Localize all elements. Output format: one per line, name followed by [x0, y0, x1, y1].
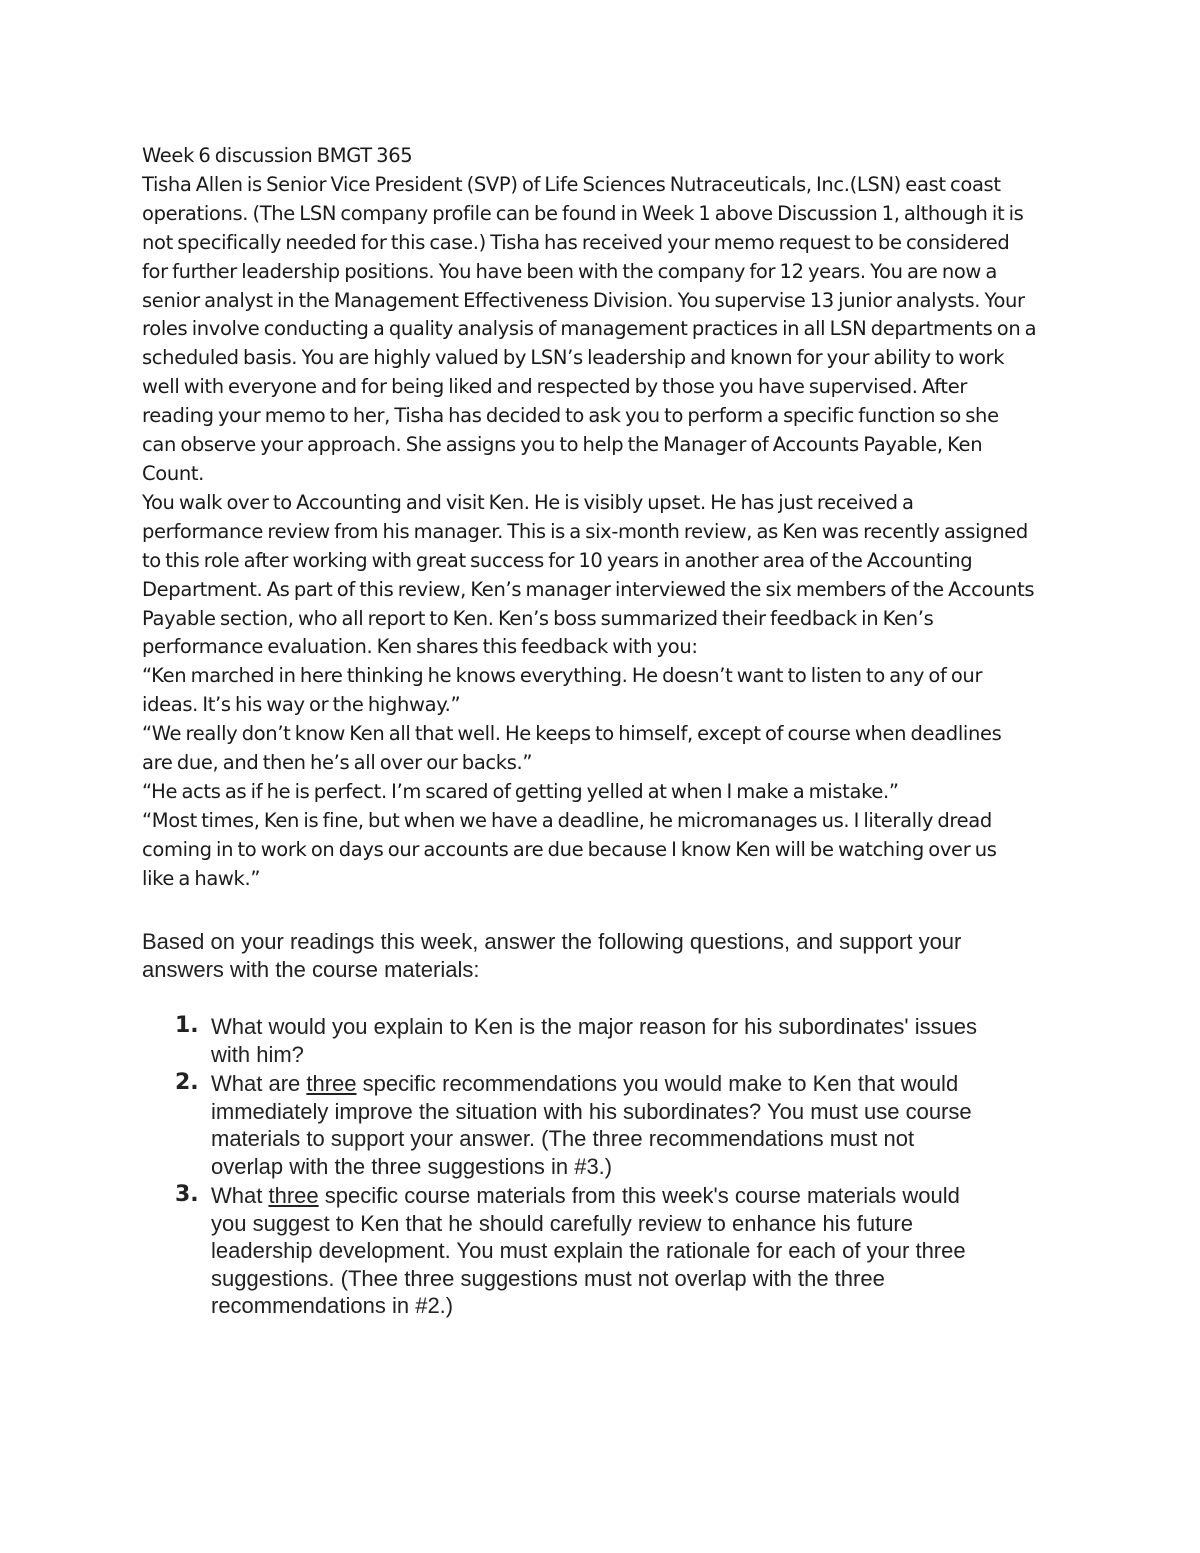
case-line: to this role after working with great success for 10 years in another area of the Accounting	[142, 548, 973, 572]
question-line: suggestions. (Thee three suggestions must not overlap with the three	[211, 1265, 885, 1291]
case-line: You walk over to Accounting and visit Ken. He is visibly upset. He has just received a	[142, 490, 914, 514]
case-line: senior analyst in the Management Effectiveness Division. You supervise 13 junior analysts. Your	[142, 288, 1025, 312]
feedback-quote-line: “He acts as if he is perfect. I’m scared of getting yelled at when I make a mistake.”	[142, 779, 899, 803]
question-line	[211, 1070, 1102, 1098]
case-line: operations. (The LSN company profile can be found in Week 1 above Discussion 1, although it is	[142, 201, 1024, 225]
feedback-quote-line: “Ken marched in here thinking he knows everything. He doesn’t want to listen to any of our	[142, 664, 983, 688]
case-line: Count.	[142, 461, 205, 485]
instructions-paragraph	[142, 928, 1082, 983]
case-line: for further leadership positions. You have been with the company for 12 years. You are now a	[142, 259, 997, 283]
feedback-quote-line: are due, and then he’s all over our backs.”	[142, 751, 533, 775]
question-item-2	[142, 1070, 1102, 1180]
feedback-quote-line: ideas. It’s his way or the highway.”	[142, 693, 461, 717]
feedback-quote-line: coming in to work on days our accounts are due because I know Ken will be watching over us	[142, 837, 997, 861]
question-item-1	[142, 1013, 1102, 1068]
question-line: immediately improve the situation with his subordinates? You must use course	[211, 1098, 972, 1124]
question-list	[142, 1013, 1102, 1322]
case-line: Tisha Allen is Senior Vice President (SVP) of Life Sciences Nutraceuticals, Inc.(LSN) east coast	[142, 172, 1001, 196]
question-number: 1.	[175, 1013, 199, 1038]
question-line: What would you explain to Ken is the major reason for his subordinates' issues	[211, 1014, 978, 1039]
case-line: performance review from his manager. This is a six-month review, as Ken was recently assigned	[142, 519, 1028, 543]
case-line: reading your memo to her, Tisha has decided to ask you to perform a specific function so she	[142, 404, 999, 428]
question-line: materials to support your answer. (The three recommendations must not	[211, 1126, 915, 1151]
question-text: specific recommendations you would make to Ken that would	[356, 1071, 959, 1096]
question-text: What	[211, 1183, 269, 1208]
case-line: not specifically needed for this case.) Tisha has received your memo request to be considered	[142, 230, 1010, 254]
question-item-3	[142, 1182, 1102, 1320]
document-title: Week 6 discussion BMGT 365	[142, 144, 413, 167]
question-line	[211, 1182, 1102, 1210]
case-line: performance evaluation. Ken shares this feedback with you:	[142, 635, 698, 659]
underlined-emphasis: three	[306, 1071, 357, 1096]
case-line: scheduled basis. You are highly valued by LSN’s leadership and known for your ability to work	[142, 346, 1005, 370]
case-line: Payable section, who all report to Ken. Ken’s boss summarized their feedback in Ken’s	[142, 606, 934, 630]
question-text: specific course materials from this week's course materials would	[318, 1183, 960, 1208]
case-line: can observe your approach. She assigns you to help the Manager of Accounts Payable, Ken	[142, 433, 983, 457]
question-number: 3.	[175, 1182, 199, 1207]
feedback-quote-line: like a hawk.”	[142, 866, 261, 890]
question-text: What are	[211, 1071, 307, 1096]
question-number: 2.	[175, 1070, 199, 1095]
feedback-quote-line: “We really don’t know Ken all that well. He keeps to himself, except of course when deadlines	[142, 722, 1002, 746]
case-text	[142, 142, 1072, 894]
instructions-line: answers with the course materials:	[142, 956, 480, 982]
question-line: with him?	[211, 1041, 304, 1067]
question-line: you suggest to Ken that he should carefully review to enhance his future	[211, 1210, 913, 1236]
case-line: roles involve conducting a quality analysis of management practices in all LSN departments on a	[142, 317, 1037, 341]
case-line: Department. As part of this review, Ken’s manager interviewed the six members of the Accounts	[142, 577, 1035, 601]
question-line: overlap with the three suggestions in #3.)	[211, 1153, 613, 1179]
case-line: well with everyone and for being liked and respected by those you have supervised. After	[142, 375, 968, 399]
question-line: recommendations in #2.)	[211, 1293, 454, 1318]
question-line: leadership development. You must explain the rationale for each of your three	[211, 1238, 966, 1263]
feedback-quote-line: “Most times, Ken is fine, but when we have a deadline, he micromanages us. I literally dread	[142, 808, 992, 832]
instructions-line: Based on your readings this week, answer the following questions, and support your	[142, 929, 962, 954]
underlined-emphasis: three	[268, 1183, 319, 1208]
